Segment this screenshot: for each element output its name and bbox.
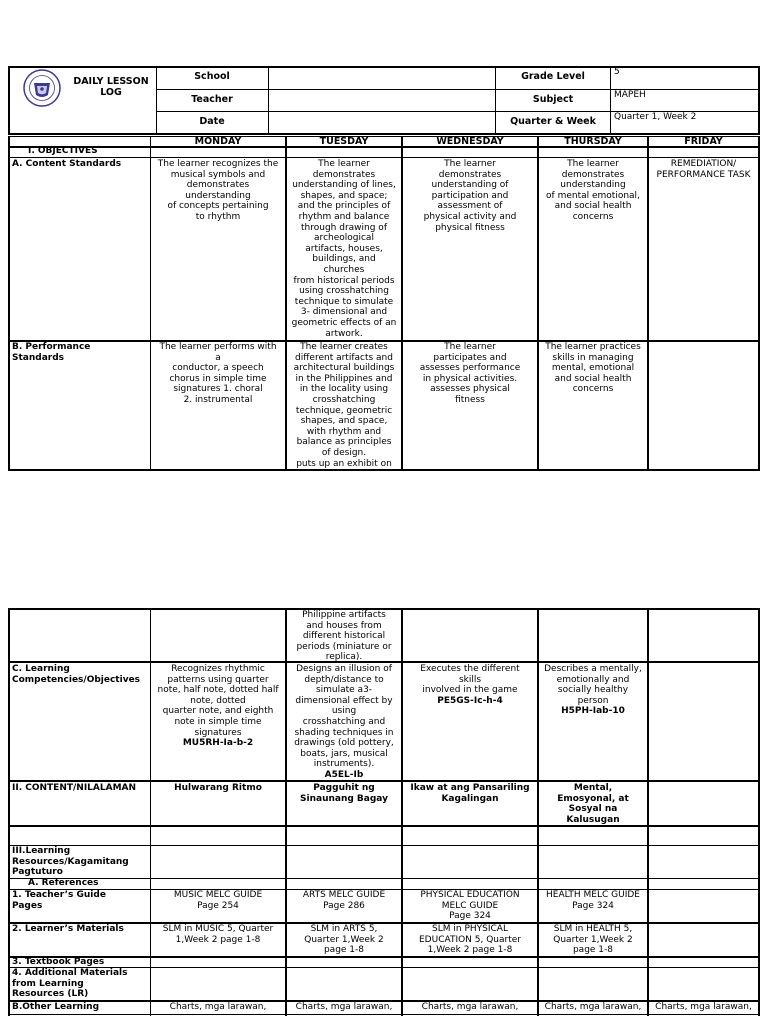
performance-standards-tuesday: The learner creates different artifacts and architectural buildings in the Philippines and in the locality using crosshatching technique, geometric shapes, and space, with rhythm and balance as principles of design. puts up an exhibit on xyxy=(293,342,395,469)
content-monday: Hulwarang Ritmo xyxy=(174,783,262,793)
performance-standards-tuesday-cont: Philippine artifacts and houses from different historical periods (miniature or replica). xyxy=(296,610,392,663)
deped-seal-icon xyxy=(22,68,62,108)
content-standards-tuesday: The learner demonstrates understanding of lines, shapes, and space; and the principles of rhythm and balance through drawing of archeological artifacts, houses, buildings, and churches from historical periods using crosshatching technique to simulate 3- dimensional and geometric effects of an artwork. xyxy=(291,159,397,339)
school-label: School xyxy=(194,71,230,82)
teachers-guide-wednesday: PHYSICAL EDUCATION MELC GUIDE Page 324 xyxy=(420,890,520,922)
grade-level-label: Grade Level xyxy=(521,71,585,82)
other-resources-monday: Charts, mga larawan, xyxy=(169,1002,267,1012)
references-label: A. References xyxy=(28,878,99,888)
competencies-wednesday-cell xyxy=(403,664,537,706)
content-standards-friday: REMEDIATION/ PERFORMANCE TASK xyxy=(656,159,751,180)
competencies-wednesday: Executes the different skills involved in the game xyxy=(420,664,520,696)
subject-value: MAPEH xyxy=(614,90,646,100)
content-standards-wednesday: The learner demonstrates understanding of participation and assessment of physical activity and physical fitness xyxy=(423,159,517,233)
subject-label: Subject xyxy=(532,94,574,105)
day-header-monday: MONDAY xyxy=(194,136,242,147)
performance-standards-wednesday: The learner participates and assesses performance in physical activities. assesses physical fitness xyxy=(419,342,521,405)
learners-materials-tuesday: SLM in ARTS 5, Quarter 1,Week 2 page 1-8 xyxy=(304,924,384,956)
other-resources-wednesday: Charts, mga larawan, xyxy=(421,1002,519,1012)
resources-label: III.Learning Resources/Kagamitang Pagtuturo xyxy=(12,846,129,878)
school-field[interactable] xyxy=(269,67,495,89)
other-resources-thursday: Charts, mga larawan, xyxy=(544,1002,642,1012)
content-label: II. CONTENT/NILALAMAN xyxy=(12,783,137,793)
learners-materials-monday: SLM in MUSIC 5, Quarter 1,Week 2 page 1-8 xyxy=(162,924,274,945)
learners-materials-thursday: SLM in HEALTH 5, Quarter 1,Week 2 page 1-8 xyxy=(553,924,633,956)
other-resources-label: B.Other Learning xyxy=(12,1002,100,1012)
competencies-tuesday-cell xyxy=(287,664,401,781)
competencies-tuesday-code: A5EL-Ib xyxy=(324,769,364,780)
content-standards-thursday: The learner demonstrates understanding of mental emotional, and social health concerns xyxy=(546,159,640,222)
teachers-guide-thursday: HEALTH MELC GUIDE Page 324 xyxy=(546,890,640,911)
competencies-wednesday-code: PE5GS-Ic-h-4 xyxy=(437,695,503,706)
content-standards-monday: The learner recognizes the musical symbols and demonstrates understanding of concepts pertaining to rhythm xyxy=(157,159,279,222)
competencies-thursday: Describes a mentally, emotionally and socially healthy person xyxy=(544,664,642,706)
day-header-thursday: THURSDAY xyxy=(564,136,622,147)
additional-materials-label: 4. Additional Materials from Learning Resources (LR) xyxy=(12,968,128,1000)
quarter-week-label: Quarter & Week xyxy=(510,116,596,127)
teacher-field[interactable] xyxy=(269,90,495,111)
competencies-thursday-code: H5PH-Iab-10 xyxy=(561,706,625,717)
teachers-guide-monday: MUSIC MELC GUIDE Page 254 xyxy=(173,890,263,911)
day-header-tuesday: TUESDAY xyxy=(319,136,369,147)
document-title: DAILY LESSON LOG xyxy=(73,76,149,98)
other-resources-tuesday: Charts, mga larawan, xyxy=(295,1002,393,1012)
competencies-thursday-cell xyxy=(539,664,647,717)
content-tuesday: Pagguhit ng Sinaunang Bagay xyxy=(300,783,388,804)
content-standards-label: A. Content Standards xyxy=(12,159,122,169)
date-field[interactable] xyxy=(269,112,495,133)
content-wednesday: Ikaw at ang Pansariling Kagalingan xyxy=(410,783,530,804)
competencies-tuesday: Designs an illusion of depth/distance to simulate a3- dimensional effect by using crosshatching and shading techniques in drawings (old pottery, boats, jars, musical instruments). xyxy=(294,664,394,770)
performance-standards-thursday: The learner practices skills in managing mental, emotional and social health concerns xyxy=(545,342,641,395)
day-header-friday: FRIDAY xyxy=(684,136,723,147)
objectives-heading: I. OBJECTIVES xyxy=(28,146,98,156)
performance-standards-label: B. Performance Standards xyxy=(12,342,91,363)
learners-materials-wednesday: SLM in PHYSICAL EDUCATION 5, Quarter 1,Week 2 page 1-8 xyxy=(419,924,521,956)
performance-standards-monday: The learner performs with a conductor, a speech chorus in simple time signatures 1. choral 2. instrumental xyxy=(159,342,277,405)
other-resources-friday: Charts, mga larawan, xyxy=(655,1002,752,1012)
teachers-guide-label: 1. Teacher’s Guide Pages xyxy=(12,890,106,911)
quarter-week-value: Quarter 1, Week 2 xyxy=(614,112,697,122)
competencies-monday-code: MU5RH-Ia-b-2 xyxy=(182,738,254,749)
teachers-guide-tuesday: ARTS MELC GUIDE Page 286 xyxy=(302,890,386,911)
competencies-monday: Recognizes rhythmic patterns using quarter note, half note, dotted half note, dotted quarter note, and eighth note in simple time signatures xyxy=(157,664,279,738)
learners-materials-label: 2. Learner’s Materials xyxy=(12,924,124,934)
competencies-monday-cell xyxy=(151,664,285,749)
date-label: Date xyxy=(199,116,225,127)
content-thursday: Mental, Emosyonal, at Sosyal na Kalusugan xyxy=(557,783,629,825)
day-header-wednesday: WEDNESDAY xyxy=(436,136,504,147)
teacher-label: Teacher xyxy=(191,94,233,105)
competencies-label: C. Learning Competencies/Objectives xyxy=(12,664,141,685)
textbook-label: 3. Textbook Pages xyxy=(12,957,105,967)
grade-level-value: 5 xyxy=(614,67,620,77)
